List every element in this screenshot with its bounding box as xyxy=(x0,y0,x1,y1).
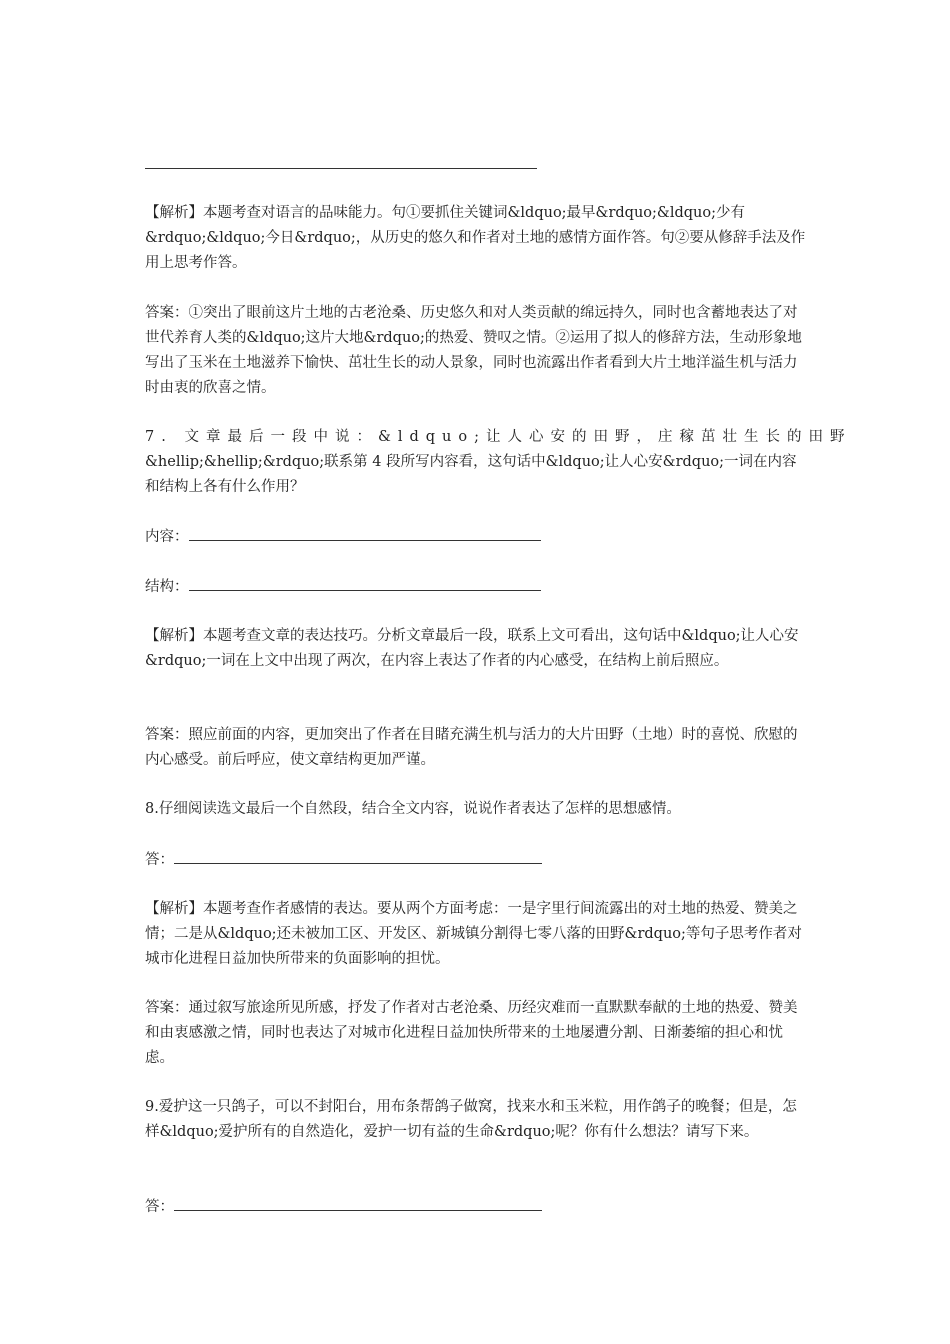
q9-answer-line[interactable] xyxy=(174,1194,542,1211)
answer-6: 答案：①突出了眼前这片土地的古老沧桑、历史悠久和对人类贡献的绵远持久，同时也含蓄地表达了对世代养育人类的&ldquo;这片大地&rdquo;的热爱、赞叹之情。②运用了拟人的修辞方法，生动形象地写出了玉米在土地滋养下愉快、茁壮生长的动人景象，同时也流露出作者看到大片土地洋溢生机与活力时由衷的欣喜之情。 xyxy=(145,305,802,396)
q8-answer-label: 答： xyxy=(145,852,174,868)
analysis-7: 【解析】本题考查文章的表达技巧。分析文章最后一段，联系上文可看出，这句话中&ldquo;让人心安&rdquo;一词在上文中出现了两次，在内容上表达了作者的内心感受，在结构上前后照应。 xyxy=(145,628,799,669)
answer-7: 答案：照应前面的内容，更加突出了作者在目睹充满生机与活力的大片田野（土地）时的喜悦、欣慰的内心感受。前后呼应，使文章结构更加严谨。 xyxy=(145,727,798,768)
question-7-line1: 7. 文章最后一段中说：&ldquo;让人心安的田野，庄稼茁壮生长的田野 xyxy=(145,429,852,445)
content-answer-line[interactable] xyxy=(189,524,541,541)
question-9-answer-field[interactable] xyxy=(145,1194,807,1220)
question-9: 9.爱护这一只鸽子，可以不封阳台，用布条帮鸽子做窝，找来水和玉米粒，用作鸽子的晚餐；但是，怎样&ldquo;爱护所有的自然造化，爱护一切有益的生命&rdquo;呢？你有什么想法？请写下来。 xyxy=(145,1099,797,1140)
question-7-rest: &hellip;&hellip;&rdquo;联系第 4 段所写内容看，这句话中&ldquo;让人心安&rdquo;一词在内容和结构上各有什么作用？ xyxy=(145,454,797,495)
structure-answer-line[interactable] xyxy=(189,574,541,591)
question-7-content-field[interactable] xyxy=(145,524,807,550)
question-7-structure-field[interactable] xyxy=(145,574,807,600)
answer-8: 答案：通过叙写旅途所见所感，抒发了作者对古老沧桑、历经灾难而一直默默奉献的土地的热爱、赞美和由衷感激之情，同时也表达了对城市化进程日益加快所带来的土地屡遭分割、日渐萎缩的担心和忧虑。 xyxy=(145,1000,798,1066)
structure-label: 结构： xyxy=(145,579,189,595)
question-8: 8.仔细阅读选文最后一个自然段，结合全文内容，说说作者表达了怎样的思想感情。 xyxy=(145,801,681,817)
analysis-6: 【解析】本题考查对语言的品味能力。句①要抓住关键词&ldquo;最早&rdquo;&ldquo;少有&rdquo;&ldquo;今日&rdquo;，从历史的悠久和作者对土地的感情方面作答。句②要从修辞手法及作用上思考作答。 xyxy=(145,205,806,271)
top-answer-line xyxy=(145,168,537,169)
q9-answer-label: 答： xyxy=(145,1199,174,1215)
question-8-answer-field[interactable] xyxy=(145,847,807,873)
q8-answer-line[interactable] xyxy=(174,847,542,864)
analysis-8: 【解析】本题考查作者感情的表达。要从两个方面考虑：一是字里行间流露出的对土地的热爱、赞美之情；二是从&ldquo;还未被加工区、开发区、新城镇分割得七零八落的田野&rdquo;等句子思考作者对城市化进程日益加快所带来的负面影响的担忧。 xyxy=(145,901,802,967)
content-label: 内容： xyxy=(145,529,189,545)
